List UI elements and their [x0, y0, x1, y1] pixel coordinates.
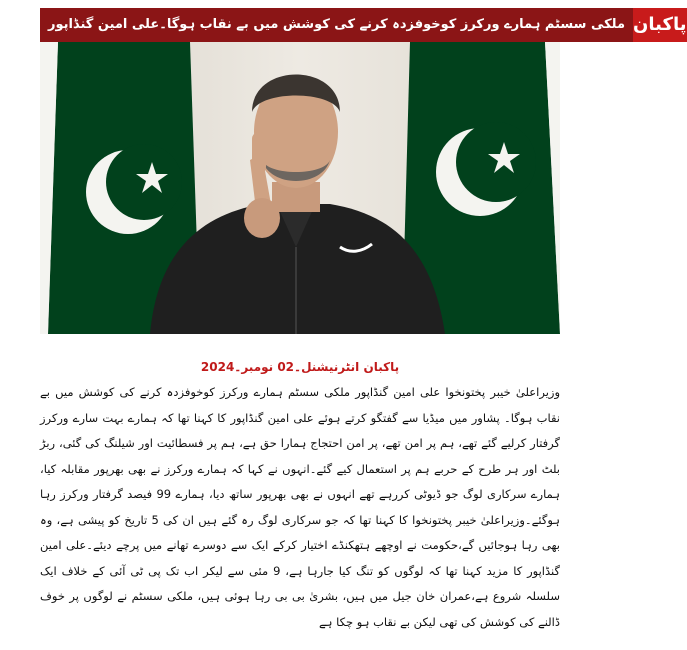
byline: پاکبان انٹرنیشنل۔02 نومبر۔2024 — [200, 360, 400, 374]
headline-banner — [40, 8, 687, 42]
brand-logo: پاکبان — [633, 8, 686, 42]
article-body: وزیراعلیٰ خیبر پختونخوا علی امین گنڈاپور ملکی سسٹم ہمارے ورکرز کوخوفزدہ کرنے کی کوشش میں بے نقاب ہوگا۔ پشاور میں میڈیا سے گفتگو کرتے ہوئے علی امین گنڈاپور کا کہنا تھا کہ ہمارے بہت سارے ورکرز گرفتار کرلیے گئے تھے، ہم پر امن تھے، پر امن احتجاج ہمارا حق ہے، ہم پر فسطائیت اور شیلنگ کی گئی، ربڑ بلٹ اور ہر طرح کے حربے ہم پر استعمال کیے گئے۔انہوں نے کہا کہ ہمارے ورکرز نے بھی بھرپور مقابلہ کیا، ہمارے سرکاری لوگ جو ڈیوٹی کررہے تھے انہوں نے بھی بھرپور ساتھ دیا، ہمارے 99 فیصد گرفتار ورکرز رہا ہوگئے۔وزیراعلیٰ خیبر پختونخوا کا کہنا تھا کہ جو سرکاری لوگ رہ گئے ہیں ان کی 5 تاریخ کو پیشی ہے، وہ بھی رہا ہوجائیں گے،حکومت نے اوچھے ہتھکنڈے اختیار کرکے ایک سے دوسرے تھانے میں پرچے دیئے۔علی امین گنڈاپور کا مزید کہنا تھا کہ لوگوں کو تنگ کیا جارہا ہے، 9 مئی سے لیکر اب تک پی ٹی آئی کے خلاف ایک سلسلہ شروع ہے،عمران خان جیل میں ہیں، بشریٰ بی بی رہا ہوئی ہیں، ملکی سسٹم نے لوگوں پر خوف ڈالنے کی کوشش کی تھی لیکن بے نقاب ہو چکا ہے — [40, 385, 560, 629]
news-photo — [40, 42, 560, 334]
headline-text: ملکی سسٹم ہمارے ورکرز کوخوفزدہ کرنے کی کوشش میں بے نقاب ہوگا۔علی امین گنڈاپور — [40, 8, 633, 42]
